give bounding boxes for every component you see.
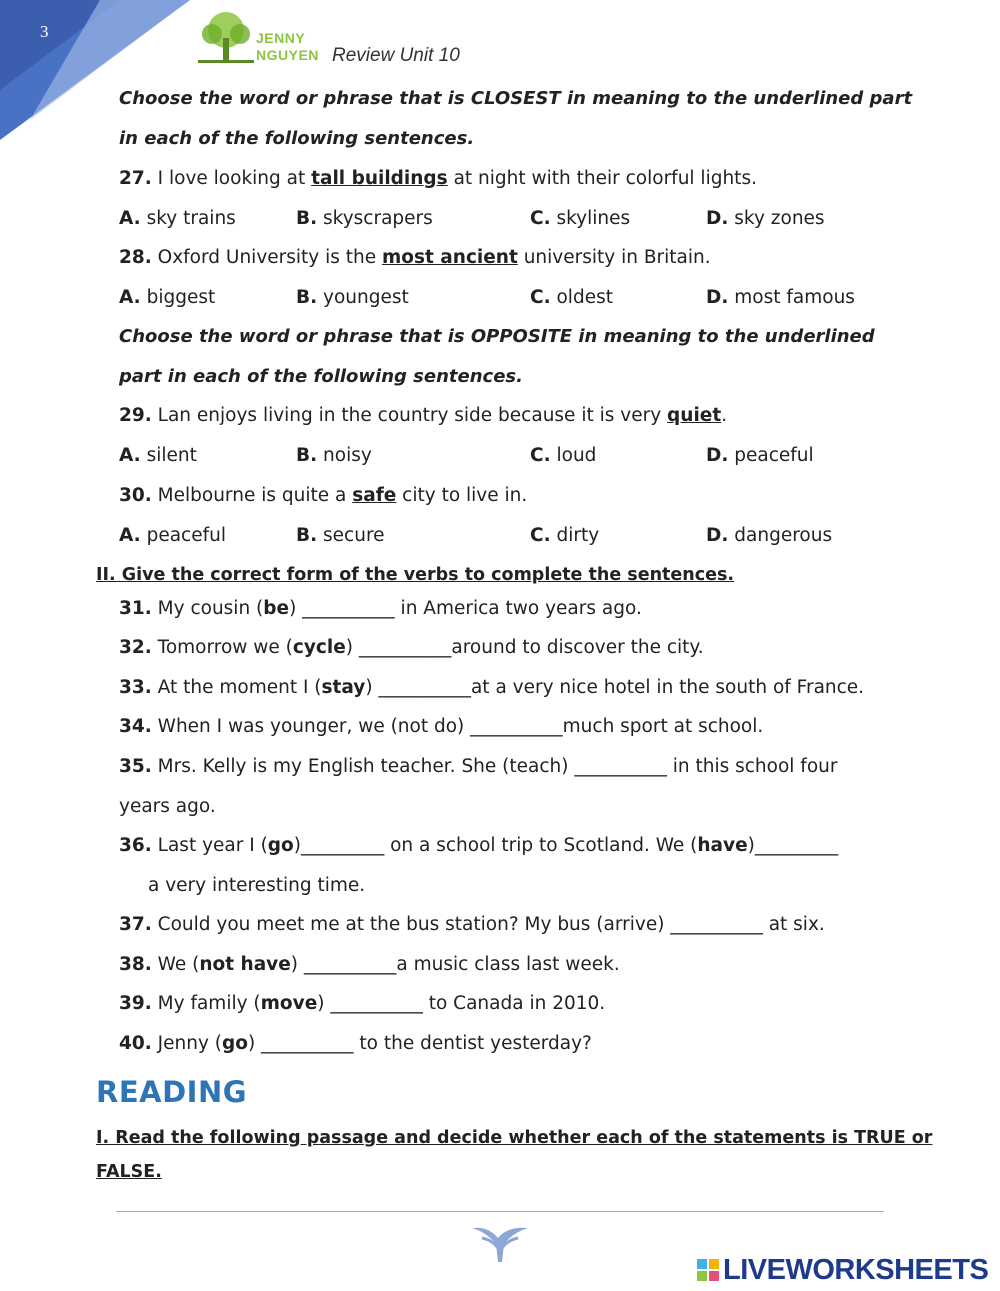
option-27-d[interactable]: D. sky zones (706, 208, 825, 229)
liveworksheets-blocks-icon (697, 1259, 719, 1281)
question-40: 40. Jenny (go) __________ to the dentist yesterday? (119, 1033, 592, 1054)
question-37: 37. Could you meet me at the bus station? My bus (arrive) __________ at six. (119, 914, 825, 935)
closest-instruction: Choose the word or phrase that is CLOSEST in meaning to the underlined part (119, 88, 913, 109)
option-29-c[interactable]: C. loud (530, 445, 597, 466)
question-31: 31. My cousin (be) __________ in America two years ago. (119, 598, 642, 619)
option-27-b[interactable]: B. skyscrapers (296, 208, 433, 229)
question-33: 33. At the moment I (stay) __________at a very nice hotel in the south of France. (119, 677, 865, 698)
reading-instruction-2: FALSE. (96, 1162, 162, 1182)
question-36-cont: a very interesting time. (148, 875, 366, 896)
option-28-a[interactable]: A. biggest (119, 287, 216, 308)
option-27-a[interactable]: A. sky trains (119, 208, 236, 229)
question-27: 27. I love looking at tall buildings at night with their colorful lights. (119, 168, 757, 189)
question-39: 39. My family (move) __________ to Canada in 2010. (119, 993, 606, 1014)
corner-decoration (0, 0, 200, 140)
question-29: 29. Lan enjoys living in the country side because it is very quiet. (119, 405, 728, 426)
tree-logo-icon (194, 10, 258, 68)
question-35-cont: years ago. (119, 796, 216, 817)
option-28-d[interactable]: D. most famous (706, 287, 855, 308)
option-29-d[interactable]: D. peaceful (706, 445, 814, 466)
page-number: 3 (40, 22, 49, 41)
opposite-instruction-2: part in each of the following sentences. (119, 366, 523, 387)
option-29-a[interactable]: A. silent (119, 445, 197, 466)
brand-name: JENNY NGUYEN (256, 30, 319, 63)
liveworksheets-logo[interactable] (697, 1253, 988, 1287)
option-28-b[interactable]: B. youngest (296, 287, 409, 308)
liveworksheets-text: LIVEWORKSHEETS (723, 1253, 989, 1286)
question-34: 34. When I was younger, we (not do) __________much sport at school. (119, 716, 764, 737)
option-30-a[interactable]: A. peaceful (119, 525, 226, 546)
question-32: 32. Tomorrow we (cycle) __________around to discover the city. (119, 637, 704, 658)
question-30: 30. Melbourne is quite a safe city to live in. (119, 485, 528, 506)
option-30-b[interactable]: B. secure (296, 525, 385, 546)
option-28-c[interactable]: C. oldest (530, 287, 613, 308)
question-35: 35. Mrs. Kelly is my English teacher. She (teach) __________ in this school four (119, 756, 838, 777)
header-title: Review Unit 10 (332, 45, 460, 66)
reading-instruction: I. Read the following passage and decide whether each of the statements is TRUE or (96, 1128, 933, 1148)
question-36: 36. Last year I (go)_________ on a school trip to Scotland. We (have)_________ (119, 835, 839, 856)
closest-instruction-2: in each of the following sentences. (119, 128, 475, 149)
question-28: 28. Oxford University is the most ancient university in Britain. (119, 247, 711, 268)
footer-ornament-icon (468, 1222, 532, 1268)
option-30-d[interactable]: D. dangerous (706, 525, 833, 546)
option-27-c[interactable]: C. skylines (530, 208, 631, 229)
option-29-b[interactable]: B. noisy (296, 445, 372, 466)
question-38: 38. We (not have) __________a music class last week. (119, 954, 620, 975)
reading-title: READING (96, 1075, 248, 1109)
option-30-c[interactable]: C. dirty (530, 525, 600, 546)
footer-divider (116, 1211, 884, 1212)
opposite-instruction: Choose the word or phrase that is OPPOSITE in meaning to the underlined (119, 326, 875, 347)
verbs-heading: II. Give the correct form of the verbs to complete the sentences. (96, 565, 735, 585)
